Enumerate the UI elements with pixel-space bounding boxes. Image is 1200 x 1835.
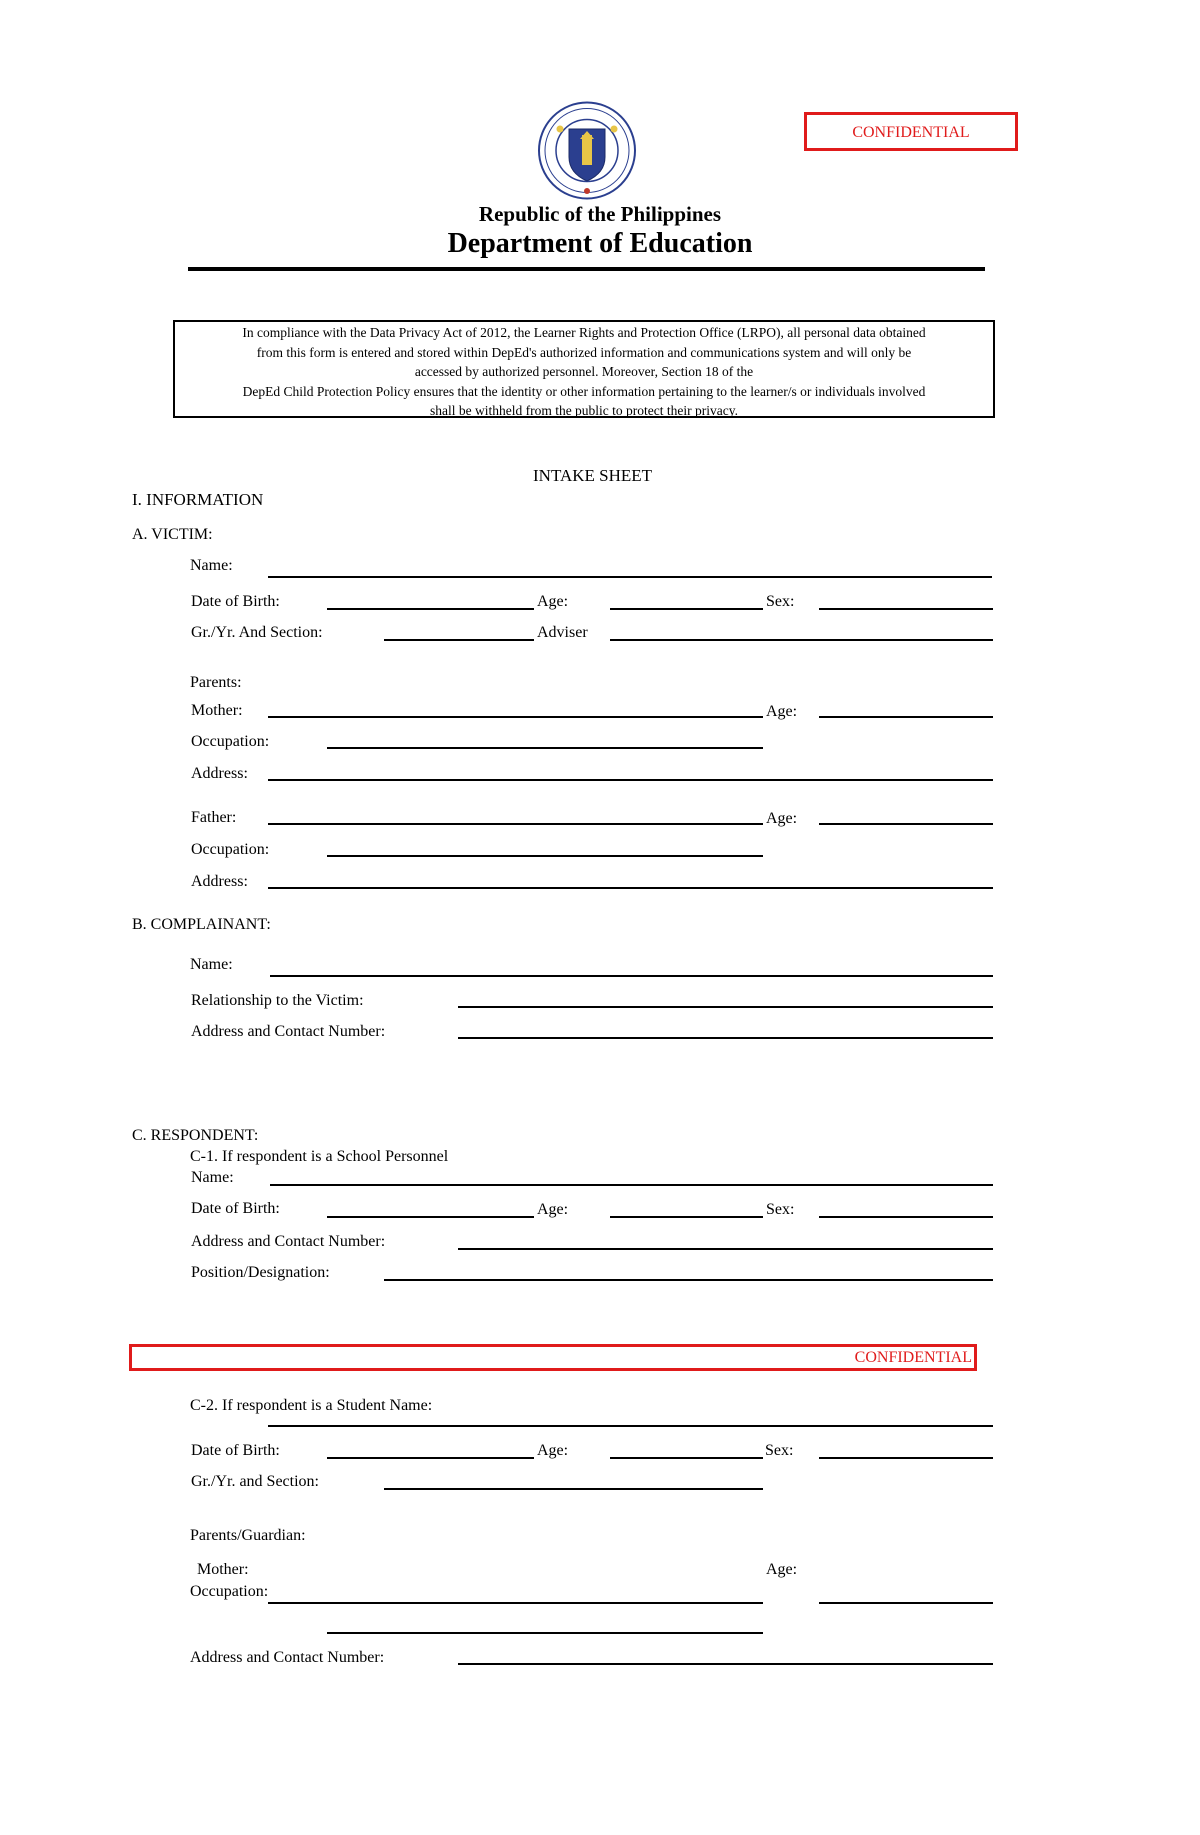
mother-address-label: Address: [191,765,248,782]
victim-age-field[interactable] [610,608,763,610]
complainant-name-field[interactable] [270,975,993,977]
victim-dob-label: Date of Birth: [191,593,280,610]
respondent-c1-dob-label: Date of Birth: [191,1200,280,1217]
victim-grade-label: Gr./Yr. And Section: [191,624,323,641]
respondent-c1-name-label: Name: [191,1169,234,1186]
mother-address-field[interactable] [268,779,993,781]
respondent-c2-grade-label: Gr./Yr. and Section: [191,1473,319,1490]
mother-occupation-label: Occupation: [191,733,270,750]
respondent-c2-grade-field[interactable] [384,1488,763,1490]
mother-occupation-field[interactable] [327,747,763,749]
victim-name-label: Name: [190,557,233,574]
respondent-c1-sex-field[interactable] [819,1216,993,1218]
privacy-notice-line: from this form is entered and stored within DepEd's authorized information and communications system and will only be [256,344,912,360]
respondent-c1-age-label: Age: [537,1201,569,1218]
confidential-label: CONFIDENTIAL [854,1349,972,1366]
complainant-name-label: Name: [190,956,233,973]
complainant-address-field[interactable] [458,1037,993,1039]
respondent-c1-position-label: Position/Designation: [191,1264,330,1281]
victim-sex-label: Sex: [766,593,795,610]
respondent-c1-age-field[interactable] [610,1216,763,1218]
respondent-c1-address-label: Address and Contact Number: [191,1233,386,1250]
privacy-notice-line: In compliance with the Data Privacy Act of 2012, the Learner Rights and Protection Office (LRPO), all personal data obtained [242,325,926,340]
respondent-heading: C. RESPONDENT: [132,1127,259,1144]
father-label: Father: [191,809,237,826]
father-occupation-label: Occupation: [191,841,270,858]
father-field[interactable] [268,823,763,825]
complainant-address-label: Address and Contact Number: [191,1023,386,1040]
respondent-c2-address-field[interactable] [458,1663,993,1665]
respondent-c2-heading: C-2. If respondent is a Student Name: [190,1397,433,1414]
republic-header: Republic of the Philippines [478,202,722,226]
respondent-c2-name-field[interactable] [268,1425,993,1427]
form-title: INTAKE SHEET [533,466,653,485]
respondent-c2-parents-label: Parents/Guardian: [190,1527,306,1544]
complainant-relationship-label: Relationship to the Victim: [191,992,364,1009]
victim-heading: A. VICTIM: [132,526,213,543]
complainant-relationship-field[interactable] [458,1006,993,1008]
confidential-stamp-bottom [129,1344,977,1371]
respondent-c1-address-field[interactable] [458,1248,993,1250]
respondent-c1-sex-label: Sex: [766,1201,795,1218]
mother-age-field[interactable] [819,716,993,718]
victim-dob-field[interactable] [327,608,534,610]
respondent-c2-age-label: Age: [766,1561,798,1578]
victim-sex-field[interactable] [819,608,993,610]
respondent-c2-sex-field[interactable] [819,1457,993,1459]
respondent-c2-dob-label: Date of Birth: [191,1442,280,1459]
father-age-label: Age: [766,810,798,827]
victim-age-label: Age: [537,593,569,610]
deped-seal-logo [536,101,638,200]
respondent-c2-dob-field[interactable] [327,1457,534,1459]
department-header: Department of Education [447,228,753,259]
respondent-c1-dob-field[interactable] [327,1216,534,1218]
respondent-c2-sex-label: Sex: [765,1442,794,1459]
father-address-field[interactable] [268,887,993,889]
mother-label: Mother: [191,702,243,719]
privacy-notice-line: DepEd Child Protection Policy ensures that the identity or other information pertaining to the learner/s or individuals involved [242,383,926,399]
victim-adviser-field[interactable] [610,639,993,641]
respondent-c2-age-label: Age: [537,1442,569,1459]
section-information: I. INFORMATION [132,490,264,509]
privacy-notice [173,320,995,418]
confidential-label: CONFIDENTIAL [852,124,970,141]
mother-age-label: Age: [766,703,798,720]
mother-field[interactable] [268,716,763,718]
header-divider [188,267,985,271]
respondent-c1-position-field[interactable] [384,1279,993,1281]
victim-grade-field[interactable] [384,639,534,641]
privacy-notice-line: accessed by authorized personnel. Moreover, Section 18 of the [414,364,754,379]
respondent-c2-occupation-label: Occupation: [190,1583,269,1600]
respondent-c1-heading: C-1. If respondent is a School Personnel [190,1148,449,1165]
victim-adviser-label: Adviser [537,624,588,641]
father-age-field[interactable] [819,823,993,825]
respondent-c2-mother-label: Mother: [197,1561,249,1578]
victim-parents-label: Parents: [190,674,242,691]
victim-name-field[interactable] [268,576,992,578]
respondent-c2-age-field[interactable] [610,1457,763,1459]
confidential-stamp-top [804,112,1018,151]
privacy-notice-line: shall be withheld from the public to protect their privacy. [429,403,739,418]
father-occupation-field[interactable] [327,855,763,857]
complainant-heading: B. COMPLAINANT: [132,916,271,933]
respondent-c2-mother-field[interactable] [268,1602,763,1604]
respondent-c1-name-field[interactable] [270,1184,993,1186]
father-address-label: Address: [191,873,248,890]
respondent-c2-age-field[interactable] [819,1602,993,1604]
respondent-c2-address-label: Address and Contact Number: [190,1649,385,1666]
respondent-c2-occupation-field[interactable] [327,1632,763,1634]
